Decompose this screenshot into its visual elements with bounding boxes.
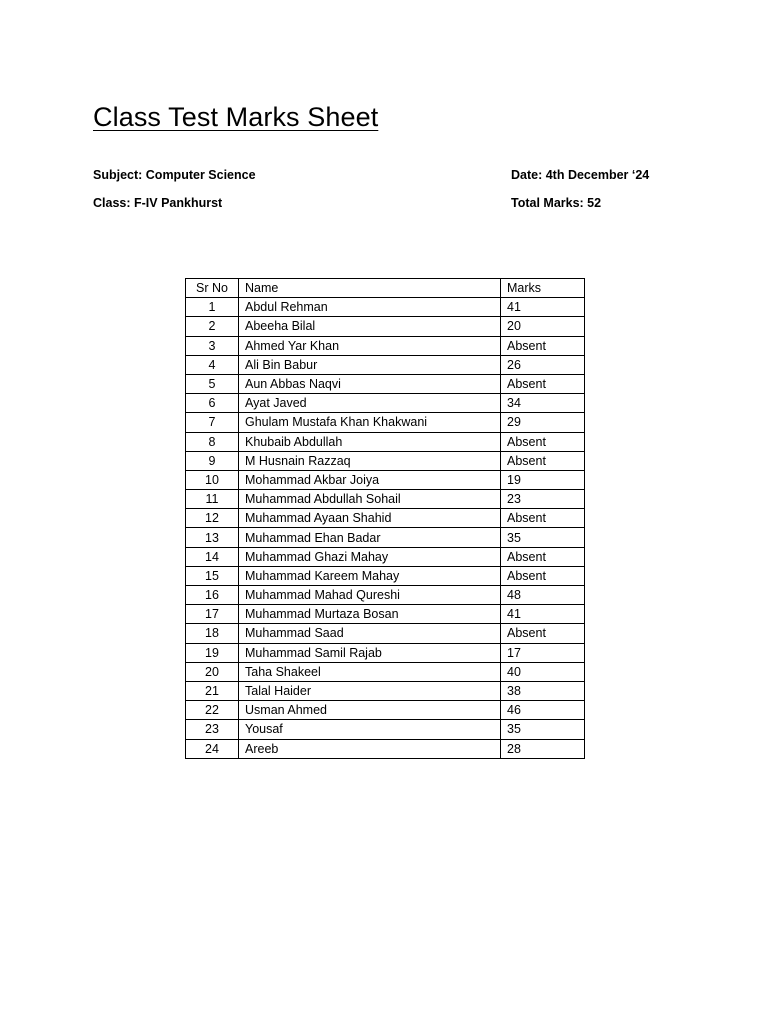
cell-name: Yousaf [239,720,501,739]
total-marks-label: Total Marks: 52 [511,196,602,210]
class-label: Class: F-IV Pankhurst [93,196,223,210]
table-row [186,451,585,470]
cell-marks: Absent [501,374,585,393]
table-row [186,566,585,585]
page-title: Class Test Marks Sheet [93,102,379,132]
table-row [186,490,585,509]
table-row [186,432,585,451]
table-row [186,298,585,317]
cell-name: Abdul Rehman [239,298,501,317]
cell-name: Areeb [239,739,501,758]
cell-name: Muhammad Kareem Mahay [239,566,501,585]
cell-name: Muhammad Saad [239,624,501,643]
cell-name: Muhammad Mahad Qureshi [239,586,501,605]
cell-marks: 38 [501,681,585,700]
table-header-row [186,279,585,298]
cell-marks: 46 [501,701,585,720]
cell-marks: Absent [501,509,585,528]
table-row [186,374,585,393]
cell-marks: 20 [501,317,585,336]
cell-marks: Absent [501,432,585,451]
header-name: Name [239,279,501,298]
cell-sr-no: 2 [186,317,239,336]
cell-name: Muhammad Ayaan Shahid [239,509,501,528]
cell-sr-no: 19 [186,643,239,662]
date-label: Date: 4th December ‘24 [511,168,650,182]
cell-sr-no: 13 [186,528,239,547]
table-row [186,336,585,355]
cell-marks: 23 [501,490,585,509]
cell-sr-no: 21 [186,681,239,700]
marks-table [185,278,585,759]
cell-sr-no: 4 [186,355,239,374]
cell-sr-no: 15 [186,566,239,585]
cell-marks: Absent [501,451,585,470]
table-row [186,739,585,758]
cell-sr-no: 24 [186,739,239,758]
table-body [186,298,585,759]
table-row [186,662,585,681]
table-row [186,681,585,700]
cell-name: Taha Shakeel [239,662,501,681]
cell-sr-no: 6 [186,394,239,413]
cell-name: Ali Bin Babur [239,355,501,374]
cell-sr-no: 9 [186,451,239,470]
cell-marks: 41 [501,605,585,624]
cell-name: Usman Ahmed [239,701,501,720]
cell-sr-no: 14 [186,547,239,566]
cell-marks: 17 [501,643,585,662]
cell-marks: 34 [501,394,585,413]
cell-marks: 26 [501,355,585,374]
cell-sr-no: 16 [186,586,239,605]
table-row [186,528,585,547]
table-row [186,624,585,643]
table-row [186,547,585,566]
cell-name: Talal Haider [239,681,501,700]
cell-name: Muhammad Ehan Badar [239,528,501,547]
cell-marks: 48 [501,586,585,605]
cell-name: Abeeha Bilal [239,317,501,336]
table-row [186,394,585,413]
cell-sr-no: 10 [186,470,239,489]
header-marks: Marks [501,279,585,298]
cell-name: Muhammad Murtaza Bosan [239,605,501,624]
cell-sr-no: 17 [186,605,239,624]
cell-sr-no: 22 [186,701,239,720]
table-row [186,605,585,624]
cell-name: M Husnain Razzaq [239,451,501,470]
cell-sr-no: 20 [186,662,239,681]
cell-name: Muhammad Abdullah Sohail [239,490,501,509]
cell-sr-no: 5 [186,374,239,393]
table-row [186,470,585,489]
cell-name: Khubaib Abdullah [239,432,501,451]
cell-marks: Absent [501,336,585,355]
cell-marks: 29 [501,413,585,432]
subject-label: Subject: Computer Science [93,168,256,182]
cell-marks: Absent [501,566,585,585]
table-row [186,317,585,336]
table-row [186,413,585,432]
cell-name: Ayat Javed [239,394,501,413]
cell-sr-no: 8 [186,432,239,451]
cell-sr-no: 3 [186,336,239,355]
cell-marks: 35 [501,528,585,547]
cell-sr-no: 18 [186,624,239,643]
cell-sr-no: 12 [186,509,239,528]
cell-sr-no: 23 [186,720,239,739]
table-row [186,355,585,374]
cell-sr-no: 1 [186,298,239,317]
table-row [186,720,585,739]
table-row [186,701,585,720]
table-row [186,509,585,528]
cell-name: Ghulam Mustafa Khan Khakwani [239,413,501,432]
cell-marks: 41 [501,298,585,317]
cell-marks: 40 [501,662,585,681]
cell-marks: Absent [501,547,585,566]
cell-name: Aun Abbas Naqvi [239,374,501,393]
cell-name: Muhammad Ghazi Mahay [239,547,501,566]
cell-name: Muhammad Samil Rajab [239,643,501,662]
cell-name: Ahmed Yar Khan [239,336,501,355]
cell-sr-no: 11 [186,490,239,509]
cell-sr-no: 7 [186,413,239,432]
header-sr-no: Sr No [186,279,239,298]
table-row [186,643,585,662]
cell-marks: Absent [501,624,585,643]
cell-name: Mohammad Akbar Joiya [239,470,501,489]
cell-marks: 35 [501,720,585,739]
cell-marks: 19 [501,470,585,489]
table-row [186,586,585,605]
cell-marks: 28 [501,739,585,758]
